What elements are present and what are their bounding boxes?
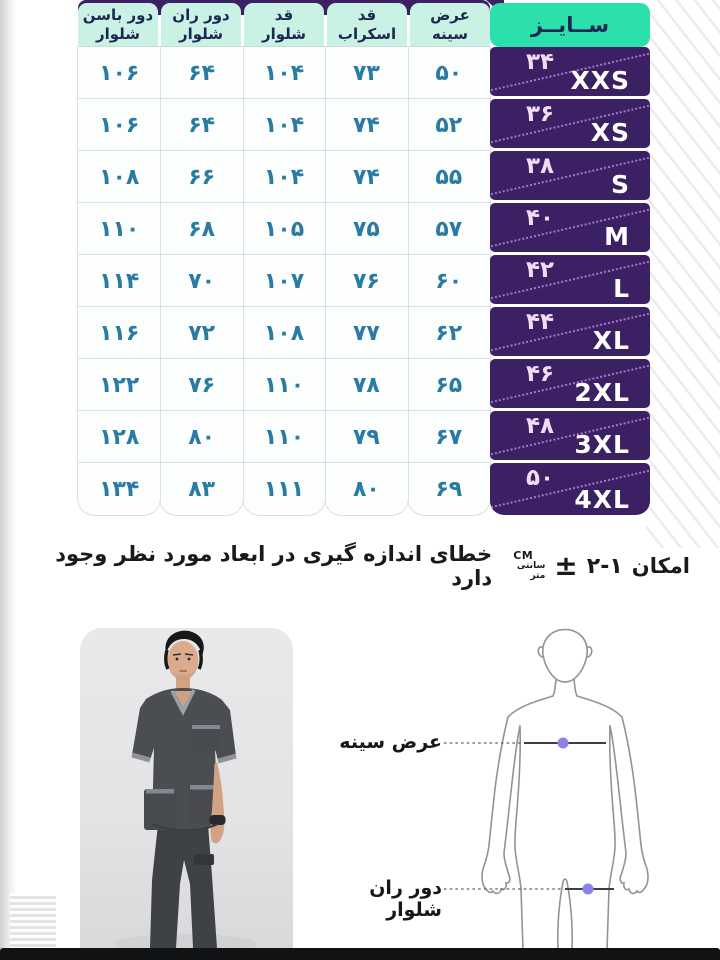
- cell-XS-pants_length: ۱۰۴: [243, 99, 325, 151]
- cell-L-pants_length: ۱۰۷: [243, 255, 325, 307]
- bottom-left-stripes-decoration: [10, 893, 56, 950]
- cell-XL-scrub_length: ۷۷: [325, 307, 407, 359]
- size-cell-XS: [490, 99, 650, 148]
- note-unit-fa: سانتی متر: [516, 561, 546, 582]
- size-cell-S: [490, 151, 650, 200]
- size-number-fa: ۳۸: [526, 153, 555, 179]
- size-label-en: 2XL: [574, 378, 630, 407]
- cell-M-scrub_length: ۷۵: [325, 203, 407, 255]
- cell-XL-pants_length: ۱۰۸: [243, 307, 325, 359]
- cell-4XL-pants_length: ۱۱۱: [243, 463, 325, 515]
- model-photo: [80, 628, 293, 950]
- cell-XS-chest: ۵۲: [408, 99, 490, 151]
- note-prefix: امکان: [631, 554, 690, 578]
- cell-XL-pants_hip: ۱۱۶: [78, 307, 160, 359]
- bottom-black-bar: [0, 948, 720, 960]
- cell-2XL-pants_thigh: ۷۶: [160, 359, 242, 411]
- cell-M-chest: ۵۷: [408, 203, 490, 255]
- size-label-en: 3XL: [574, 430, 630, 459]
- cell-3XL-pants_hip: ۱۲۸: [78, 411, 160, 463]
- measurement-tolerance-note: [30, 544, 690, 588]
- size-number-fa: ۴۶: [526, 361, 555, 387]
- cell-XXS-pants_hip: ۱۰۶: [78, 47, 160, 99]
- cell-2XL-pants_hip: ۱۲۲: [78, 359, 160, 411]
- size-label-en: XL: [592, 326, 630, 355]
- size-label-en: XXS: [570, 66, 630, 95]
- column-header-pants_hip: دور باسن شلوار: [78, 3, 158, 47]
- size-number-fa: ۴۰: [526, 205, 555, 231]
- cell-S-chest: ۵۵: [408, 151, 490, 203]
- cell-4XL-chest: ۶۹: [408, 463, 490, 515]
- size-label-en: 4XL: [574, 485, 630, 514]
- cell-4XL-pants_hip: ۱۳۴: [78, 463, 160, 515]
- note-range: ۲-۱: [586, 553, 623, 579]
- body-measurement-diagram: [430, 605, 680, 950]
- size-number-fa: ۴۲: [526, 257, 555, 283]
- cell-S-scrub_length: ۷۴: [325, 151, 407, 203]
- size-label-en: XS: [590, 118, 630, 147]
- size-number-fa: ۴۴: [526, 309, 555, 335]
- cell-3XL-chest: ۶۷: [408, 411, 490, 463]
- cell-M-pants_length: ۱۰۵: [243, 203, 325, 255]
- scrubs-model-illustration: [80, 628, 293, 950]
- size-column-header: ســایــز: [490, 3, 650, 47]
- size-label-en: M: [604, 222, 630, 251]
- plus-minus-icon: ±: [554, 549, 578, 582]
- cell-L-pants_hip: ۱۱۴: [78, 255, 160, 307]
- cell-XS-pants_thigh: ۶۴: [160, 99, 242, 151]
- size-cell-3XL: [490, 411, 650, 460]
- thigh-measure-dot: [583, 884, 594, 895]
- note-unit: [501, 550, 545, 582]
- cell-4XL-pants_thigh: ۸۳: [160, 463, 242, 515]
- size-cell-4XL: [490, 463, 650, 515]
- pants-thigh-label: دور ران شلوار: [369, 877, 442, 921]
- size-cell-L: [490, 255, 650, 304]
- table-header-row: [78, 3, 490, 47]
- cell-XL-pants_thigh: ۷۲: [160, 307, 242, 359]
- cell-4XL-scrub_length: ۸۰: [325, 463, 407, 515]
- cell-XXS-pants_length: ۱۰۴: [243, 47, 325, 99]
- table-body: [78, 47, 490, 515]
- cell-3XL-pants_length: ۱۱۰: [243, 411, 325, 463]
- cell-L-scrub_length: ۷۶: [325, 255, 407, 307]
- note-unit-en: CM: [513, 549, 534, 563]
- cell-XS-pants_hip: ۱۰۶: [78, 99, 160, 151]
- size-column: [490, 0, 650, 516]
- diagonal-stripes-decoration: [646, 0, 720, 548]
- cell-S-pants_thigh: ۶۶: [160, 151, 242, 203]
- cell-XL-chest: ۶۲: [408, 307, 490, 359]
- size-number-fa: ۳۶: [526, 101, 555, 127]
- note-text: خطای اندازه گیری در ابعاد مورد نظر وجود دارد: [55, 542, 493, 590]
- cell-M-pants_hip: ۱۱۰: [78, 203, 160, 255]
- column-header-chest: عرض سینه: [410, 3, 490, 47]
- cell-2XL-pants_length: ۱۱۰: [243, 359, 325, 411]
- chest-measure-dot: [558, 738, 569, 749]
- cell-S-pants_length: ۱۰۴: [243, 151, 325, 203]
- cell-S-pants_hip: ۱۰۸: [78, 151, 160, 203]
- size-number-fa: ۳۴: [526, 49, 555, 75]
- size-label-en: L: [613, 274, 630, 303]
- cell-L-chest: ۶۰: [408, 255, 490, 307]
- column-header-pants_thigh: دور ران شلوار: [161, 3, 241, 47]
- cell-XS-scrub_length: ۷۴: [325, 99, 407, 151]
- size-label-en: S: [610, 170, 630, 199]
- size-cell-XXS: [490, 47, 650, 96]
- size-cell-2XL: [490, 359, 650, 408]
- cell-3XL-pants_thigh: ۸۰: [160, 411, 242, 463]
- column-header-pants_length: قد شلوار: [244, 3, 324, 47]
- cell-XXS-pants_thigh: ۶۴: [160, 47, 242, 99]
- left-edge-shade: [0, 0, 16, 960]
- size-number-fa: ۴۸: [526, 413, 555, 439]
- chest-width-label: عرض سینه: [339, 731, 442, 753]
- size-cell-M: [490, 203, 650, 252]
- cell-3XL-scrub_length: ۷۹: [325, 411, 407, 463]
- size-number-fa: ۵۰: [526, 465, 555, 491]
- cell-L-pants_thigh: ۷۰: [160, 255, 242, 307]
- cell-M-pants_thigh: ۶۸: [160, 203, 242, 255]
- cell-2XL-scrub_length: ۷۸: [325, 359, 407, 411]
- column-header-scrub_length: قد اسکراب: [327, 3, 407, 47]
- cell-XXS-scrub_length: ۷۳: [325, 47, 407, 99]
- cell-XXS-chest: ۵۰: [408, 47, 490, 99]
- cell-2XL-chest: ۶۵: [408, 359, 490, 411]
- size-cell-XL: [490, 307, 650, 356]
